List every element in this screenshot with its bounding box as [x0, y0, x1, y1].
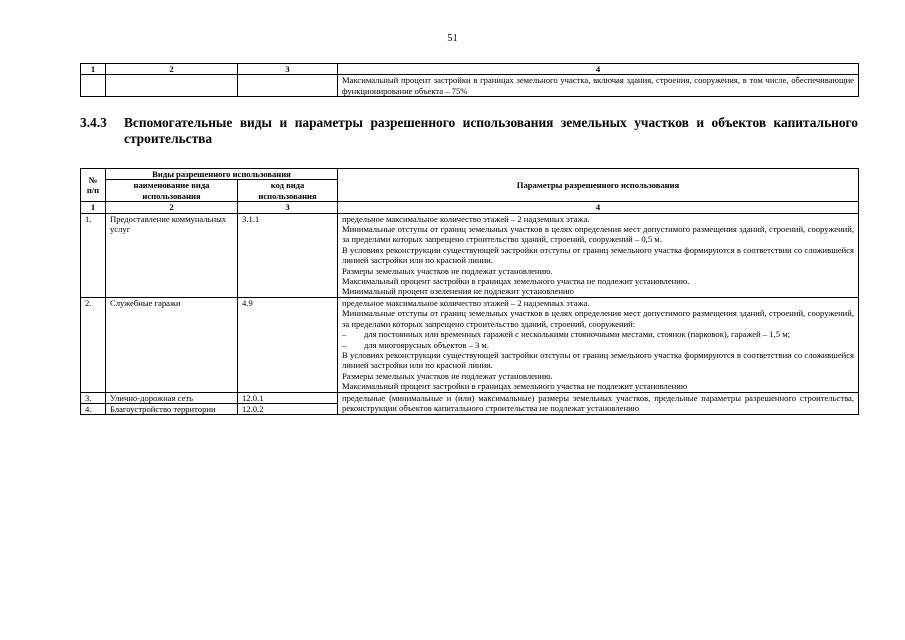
param-line: Минимальные отступы от границ земельных участков в целях определения мест допустимого размещения зданий, строений, сооружений, за пределами которых запрещено строительство зданий, строений, сооружений:	[342, 308, 855, 329]
param-line: Минимальные отступы от границ земельных участков в целях определения мест допустимого размещения зданий, строений, сооружений, за пределами которых запрещено строительство зданий, строений, сооружений – 0,5 м.	[342, 224, 855, 245]
use-code: 12.0.1	[238, 392, 338, 403]
column-number: 4	[338, 64, 859, 75]
params-cell	[338, 297, 859, 392]
param-line: предельное максимальное количество этажей – 2 надземных этажа.	[342, 297, 590, 308]
param-line: Максимальный процент застройки в границах земельного участка не подлежит установлению.	[342, 276, 690, 287]
row-number: 4.	[81, 403, 106, 414]
section-title: Вспомогательные виды и параметры разрешенного использования земельных участков и объектов капитального строительства	[124, 115, 858, 146]
use-code: 12.0.2	[238, 403, 338, 414]
table-row	[81, 392, 859, 403]
params-cell	[338, 213, 859, 297]
section-heading	[80, 115, 858, 147]
cell-empty	[238, 75, 338, 97]
bullet-dash: –	[342, 339, 347, 350]
header-name: наименование вида использования	[106, 180, 238, 202]
column-number: 3	[238, 64, 338, 75]
table-row	[81, 213, 859, 297]
permitted-use-table	[80, 168, 859, 415]
use-code: 4.9	[238, 297, 338, 392]
param-line: Минимальный процент озеленения не подлежит установлению	[342, 286, 574, 297]
param-line: Размеры земельных участков не подлежат установлению.	[342, 370, 553, 381]
column-number: 3	[238, 202, 338, 213]
row-number: 3.	[81, 392, 106, 403]
params-cell: предельные (минимальные и (или) максимальные) размеры земельных участков, предельные параметры разрешенного строительства, реконструкции объектов капитального строительства не подлежат установлению	[338, 392, 859, 415]
use-code: 3.1.1	[238, 213, 338, 297]
table-row	[81, 297, 859, 392]
use-name: Улично-дорожная сеть	[106, 392, 238, 403]
column-number: 2	[106, 202, 238, 213]
table-header-row	[81, 169, 859, 180]
table-row	[81, 75, 859, 97]
bullet-dash: –	[342, 329, 347, 340]
param-line: В условиях реконструкции существующей застройки отступы от границ земельного участка формируются в соответствии со сложившейся линией застройки или по красной линии.	[342, 349, 855, 371]
param-line: предельное максимальное количество этажей – 2 надземных этажа.	[342, 213, 590, 224]
param-line: Максимальный процент застройки в границах земельного участка не подлежит установлению	[342, 381, 688, 392]
cell-empty	[106, 75, 238, 97]
continued-table-column-numbers	[81, 64, 859, 75]
column-number: 1	[81, 202, 106, 213]
header-group: Виды разрешенного использования	[106, 169, 338, 180]
table-column-numbers	[81, 202, 859, 213]
cell-empty	[81, 75, 106, 97]
row-number: 1.	[81, 213, 106, 297]
row-number: 2.	[81, 297, 106, 392]
params-cell: Максимальный процент застройки в границах земельного участка, включая здания, строения, сооружения, в том числе, обеспечивающие функционирование объекта – 75%	[338, 75, 859, 97]
column-number: 1	[81, 64, 106, 75]
param-line: В условиях реконструкции существующей застройки отступы от границ земельного участка формируются в соответствии со сложившейся линией застройки или по красной линии.	[342, 244, 855, 266]
page-number: 51	[447, 33, 458, 44]
header-num: № п/п	[81, 169, 106, 202]
param-line: Размеры земельных участков не подлежат установлению.	[342, 265, 553, 276]
bullet-item	[342, 340, 854, 350]
column-number: 4	[338, 202, 859, 213]
bullet-text: для многоярусных объектов – 3 м.	[364, 339, 490, 350]
header-code: код вида использования	[238, 180, 338, 202]
column-number: 2	[106, 64, 238, 75]
use-name: Служебные гаражи	[106, 297, 238, 392]
header-params: Параметры разрешенного использования	[338, 169, 859, 202]
bullet-text: для постоянных или временных гаражей с несколькими стояночными местами, стоянок (парковок), гаражей – 1,5 м;	[364, 329, 791, 340]
use-name: Предоставление коммунальных услуг	[106, 213, 238, 297]
continued-table	[80, 63, 859, 97]
section-number: 3.4.3	[80, 115, 107, 130]
use-name: Благоустройство территории	[106, 403, 238, 414]
bullet-item	[342, 329, 854, 339]
